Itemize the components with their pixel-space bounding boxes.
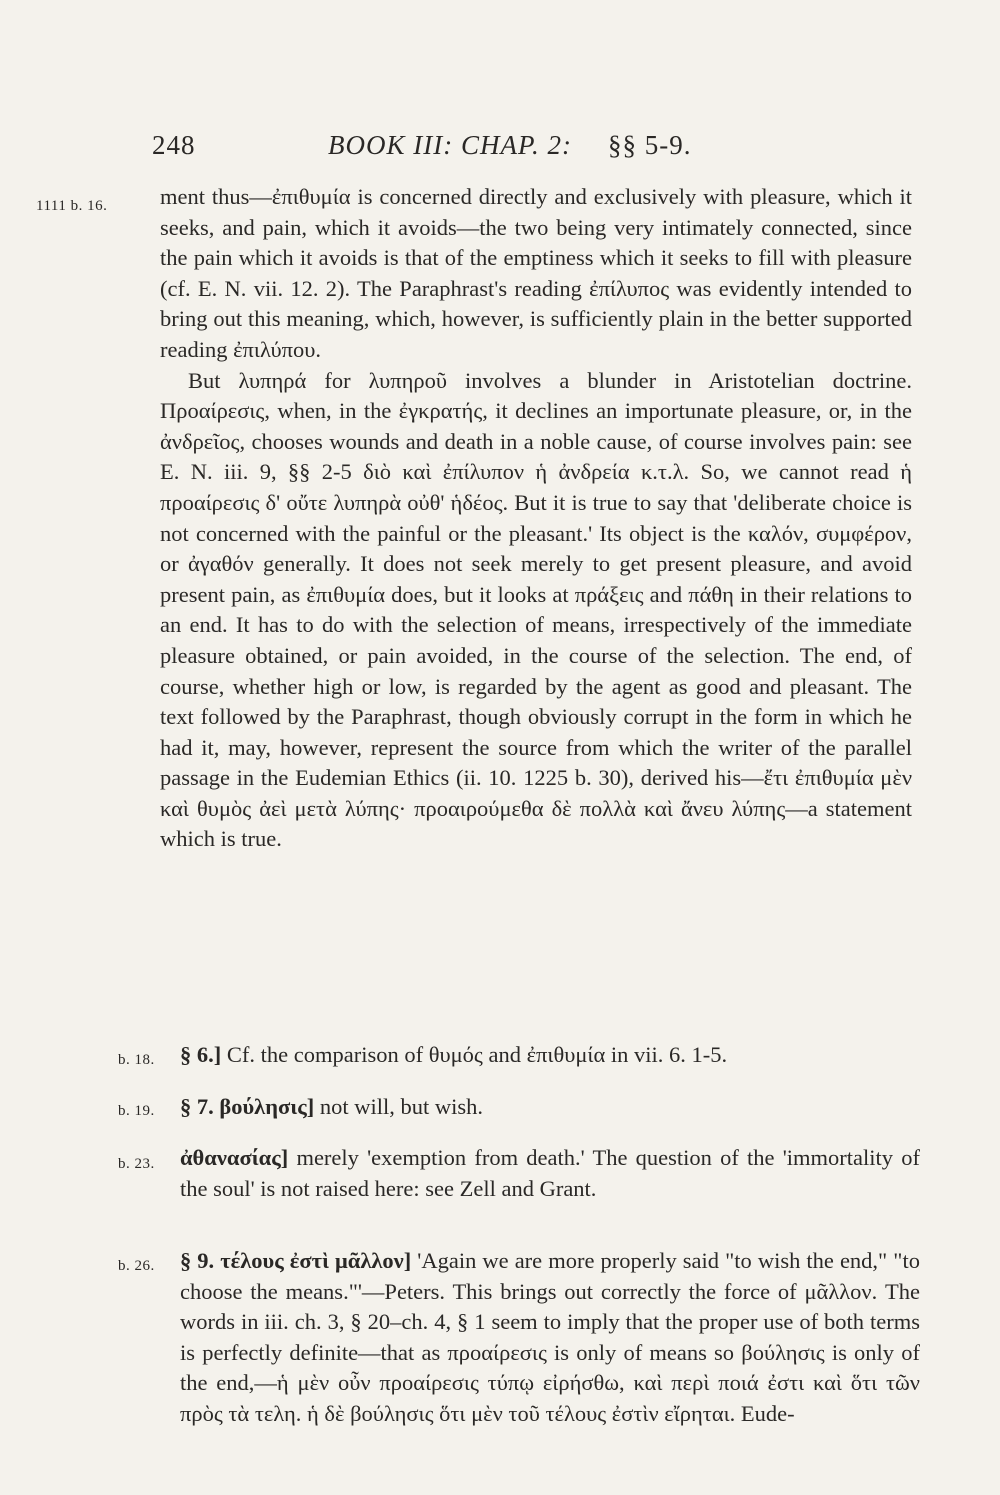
running-title: BOOK III: CHAP. 2: bbox=[328, 130, 572, 160]
margin-reference: b. 23. bbox=[118, 1156, 155, 1172]
commentary-entry bbox=[180, 1092, 920, 1123]
margin-reference: b. 18. bbox=[118, 1052, 155, 1068]
entry-text: not will, but wish. bbox=[319, 1094, 483, 1119]
margin-reference: b. 19. bbox=[118, 1103, 155, 1119]
lemma: § 9. τέλους ἐστὶ μᾶλλον] bbox=[180, 1248, 412, 1273]
commentary-entry bbox=[180, 1143, 920, 1204]
commentary-paragraph: But λυπηρά for λυπηροῦ involves a blunder in Aristotelian doctrine. Προαίρεσις, when, in the ἐγκρατής, it declines an importunate pleasure, or, in the ἀνδρεῖος, chooses wounds and death in a noble cause, of course involves pain: see E. N. iii. 9, §§ 2-5 διὸ καὶ ἐπίλυπον ἡ ἀνδρεία κ.τ.λ. So, we cannot read ἡ προαίρεσις δ' οὔτε λυπηρὰ οὐθ' ἡδέος. But it is true to say that 'deliberate choice is not concerned with the painful or the pleasant.' Its object is the καλόν, συμφέρον, or ἀγαθόν generally. It does not seek merely to get present pleasure, and avoid present pain, as ἐπιθυμία does, but it looks at πράξεις and πάθη in their relations to an end. It has to do with the selection of means, irrespectively of the immediate pleasure obtained, or pain avoided, in the course of the selection. The end, of course, whether high or low, is regarded by the agent as good and pleasant. The text followed by the Paraphrast, though obviously corrupt in the form in which he had it, may, however, represent the source from which the writer of the parallel passage in the Eudemian Ethics (ii. 10. 1225 b. 30), derived his—ἔτι ἐπιθυμία μὲν καὶ θυμὸς ἀεὶ μετὰ λύπης· προαιρούμεθα δὲ πολλὰ καὶ ἄνευ λύπης—a statement which is true. bbox=[160, 367, 912, 852]
entry-text: Cf. the comparison of θυμός and ἐπιθυμία in vii. 6. 1-5. bbox=[226, 1042, 728, 1067]
lemma: ἀθανασίας] bbox=[180, 1145, 289, 1170]
running-section: §§ 5-9. bbox=[608, 130, 692, 160]
margin-reference: b. 26. bbox=[118, 1258, 155, 1274]
entry-text: 'Again we are more properly said "to wish the end," "to choose the means."'—Peters. This brings out correctly the force of μᾶλλον. The words in iii. ch. 3, § 20–ch. 4, § 1 seem to imply that the proper use of both terms is perfectly definite—that as προαίρεσις is only of means so βούλησις is only of the end,—ἡ μὲν οὖν προαίρεσις τύπῳ εἰρήσθω, καὶ περὶ ποιά ἐστι καὶ ὅτι τῶν πρὸς τὰ τελη. ἡ δὲ βούλησις ὅτι μὲν τοῦ τέλους ἐστὶν εἴρηται. Eude- bbox=[180, 1248, 920, 1426]
margin-reference: 1111 b. 16. bbox=[36, 198, 108, 214]
commentary-entry bbox=[180, 1040, 920, 1071]
lemma: § 7. βούλησις] bbox=[180, 1094, 315, 1119]
commentary-paragraph: ment thus—ἐπιθυμία is concerned directly and exclusively with pleasure, which it seeks, and pain, which it avoids—the two being very intimately connected, since the pain which it avoids is that of the emptiness which it seeks to fill with pleasure (cf. E. N. vii. 12. 2). The Paraphrast's reading ἐπίλυπος was evidently intended to bring out this meaning, which, however, is sufficiently plain in the better supported reading ἐπιλύπου. bbox=[160, 184, 912, 362]
commentary-entry bbox=[180, 1246, 920, 1430]
entry-text: merely 'exemption from death.' The question of the 'immortality of the soul' is not raised here: see Zell and Grant. bbox=[180, 1145, 920, 1201]
commentary-main-block bbox=[160, 182, 912, 855]
page-number: 248 bbox=[152, 130, 196, 160]
lemma: § 6.] bbox=[180, 1042, 222, 1067]
